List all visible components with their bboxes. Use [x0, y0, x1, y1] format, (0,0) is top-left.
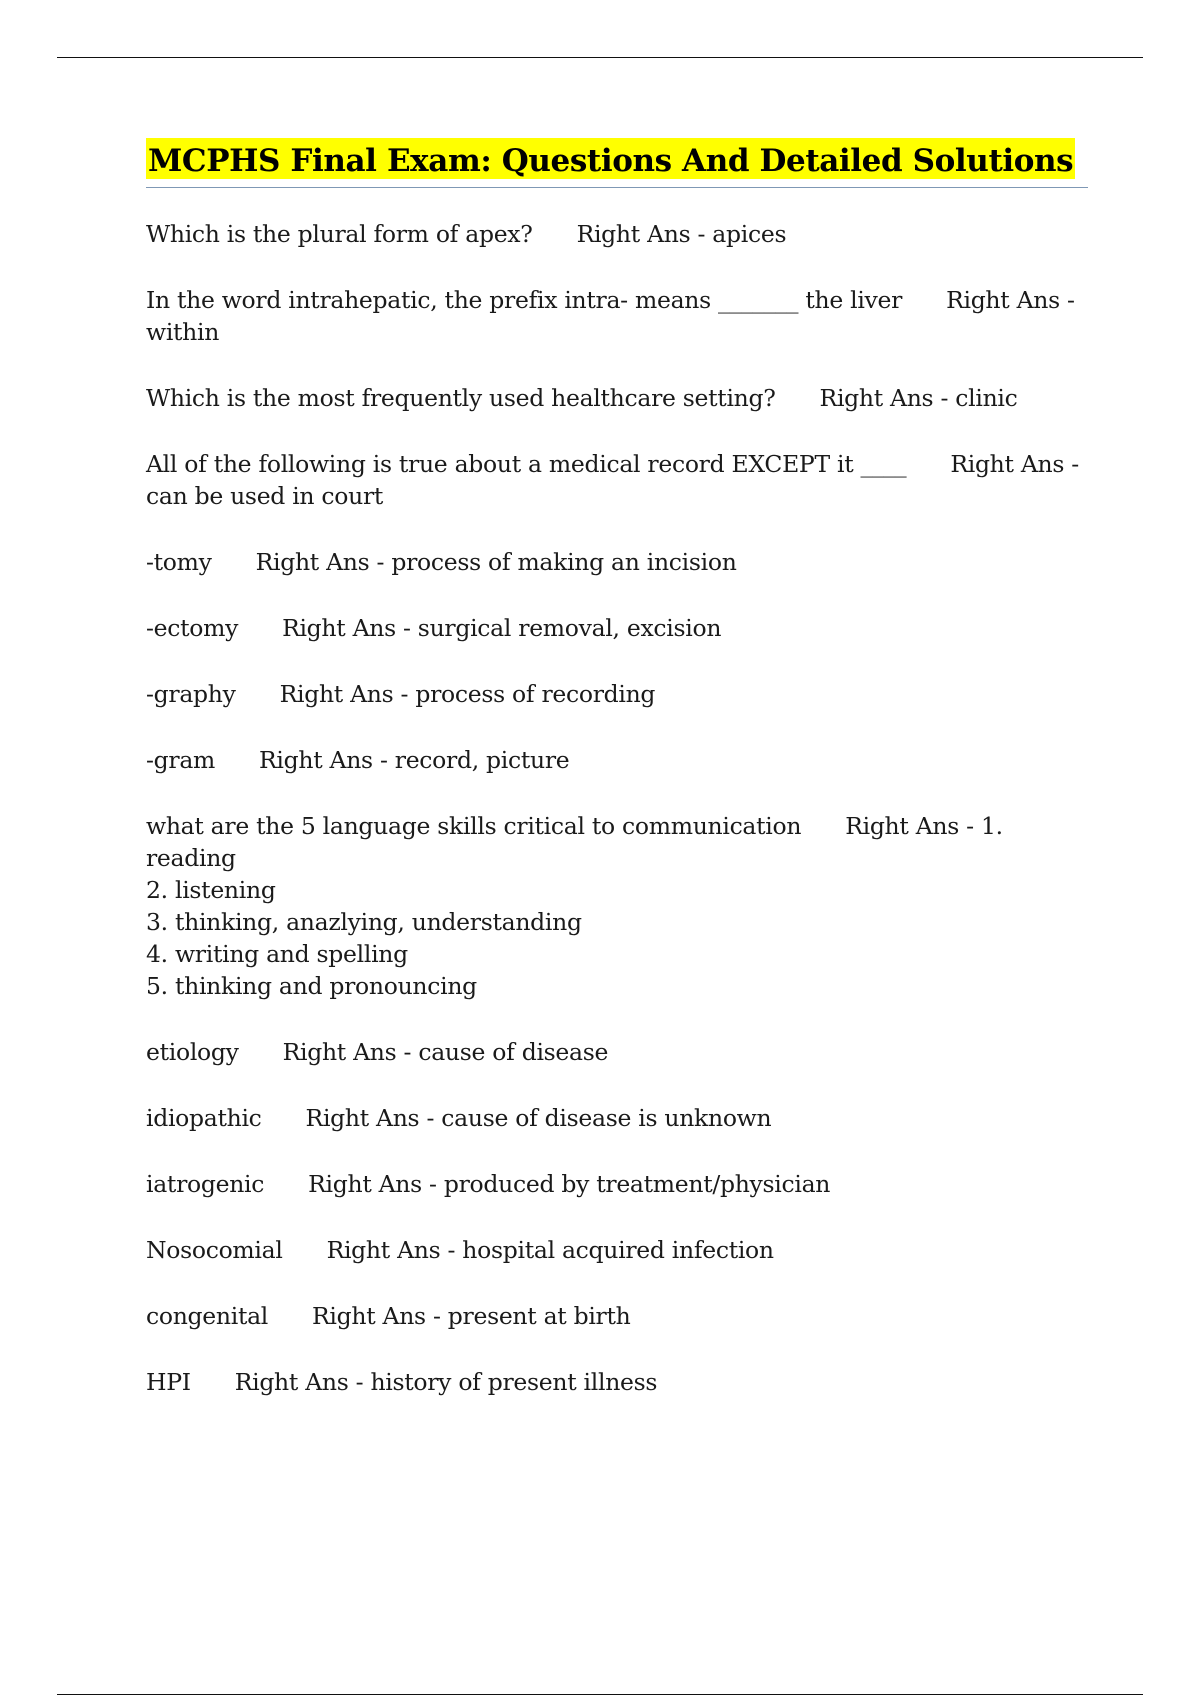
answer-text: Right Ans - apices [576, 220, 787, 248]
answer-text: Right Ans - present at birth [312, 1302, 631, 1330]
question-text: what are the 5 language skills critical to communication [146, 812, 802, 840]
answer-list-line: 3. thinking, anazlying, understanding [146, 908, 582, 936]
question-text: Nosocomial [146, 1236, 283, 1264]
answer-text: Right Ans - history of present illness [234, 1368, 658, 1396]
question-text: Which is the plural form of apex? [146, 220, 533, 248]
qa-item [146, 448, 1086, 512]
answer-list-line: 2. listening [146, 876, 276, 904]
answer-text: Right Ans - produced by treatment/physician [308, 1170, 831, 1198]
answer-text: Right Ans - 1. reading [146, 812, 1003, 872]
answer-text: Right Ans - cause of disease is unknown [305, 1104, 772, 1132]
answer-text: Right Ans - surgical removal, excision [282, 614, 722, 642]
document-title: MCPHS Final Exam: Questions And Detailed Solutions [148, 143, 1074, 179]
question-text: -graphy [146, 680, 236, 708]
question-text: etiology [146, 1038, 239, 1066]
answer-text: Right Ans - record, picture [259, 746, 570, 774]
answer-text: Right Ans - hospital acquired infection [326, 1236, 774, 1264]
top-rule [57, 57, 1143, 58]
answer-list-line: 4. writing and spelling [146, 940, 408, 968]
question-text: HPI [146, 1368, 191, 1396]
question-text: -ectomy [146, 614, 239, 642]
title-highlight [146, 138, 1075, 179]
document-body [146, 138, 1086, 1432]
qa-item [146, 1036, 1086, 1068]
question-text: iatrogenic [146, 1170, 265, 1198]
bottom-rule [57, 1694, 1143, 1695]
qa-item [146, 382, 1086, 414]
qa-item [146, 1300, 1086, 1332]
answer-text: Right Ans - process of recording [279, 680, 656, 708]
question-text: -gram [146, 746, 216, 774]
qa-item [146, 744, 1086, 776]
question-text: idiopathic [146, 1104, 262, 1132]
qa-item [146, 546, 1086, 578]
question-text: Which is the most frequently used healthcare setting? [146, 384, 776, 412]
qa-item [146, 810, 1086, 1002]
question-text: congenital [146, 1302, 269, 1330]
qa-item [146, 218, 1086, 250]
question-text: -tomy [146, 548, 212, 576]
answer-text: Right Ans - cause of disease [282, 1038, 609, 1066]
answer-text: Right Ans - can be used in court [146, 450, 1079, 510]
qa-item [146, 1168, 1086, 1200]
answer-text: Right Ans - clinic [819, 384, 1018, 412]
qa-item [146, 678, 1086, 710]
answer-list-line: 5. thinking and pronouncing [146, 972, 477, 1000]
answer-text: Right Ans - within [146, 286, 1075, 346]
qa-item [146, 612, 1086, 644]
qa-item [146, 284, 1086, 348]
answer-text: Right Ans - process of making an incision [255, 548, 737, 576]
title-underline [146, 187, 1088, 188]
qa-item [146, 1366, 1086, 1398]
question-text: In the word intrahepatic, the prefix intra- means _______ the liver [146, 286, 903, 314]
qa-list [146, 218, 1086, 1398]
qa-item [146, 1234, 1086, 1266]
question-text: All of the following is true about a medical record EXCEPT it ____ [146, 450, 907, 478]
qa-item [146, 1102, 1086, 1134]
